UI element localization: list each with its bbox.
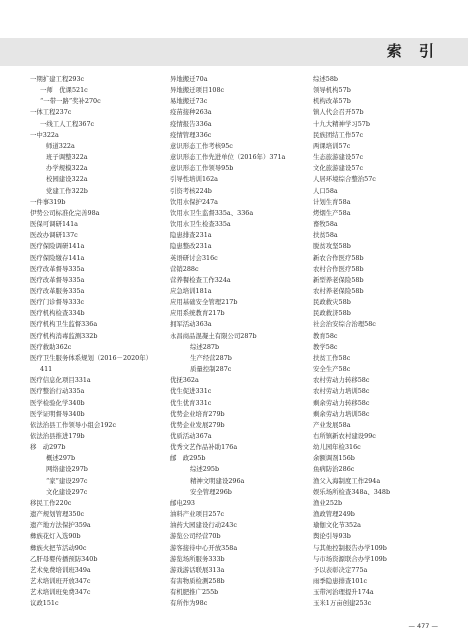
page-number: — 477 — (408, 622, 438, 630)
index-entry: 医疗信息化项目331a (30, 376, 91, 385)
index-entry: 有机肥推广255b (170, 588, 219, 597)
index-entry: 民政救灾58b (313, 298, 351, 307)
index-entry: 人居环境综合整治57c (313, 175, 376, 184)
index-entry: 艺术培训班免费347c (30, 588, 91, 597)
index-entry: 医疗保险缴存141a (30, 253, 85, 262)
index-entry: 永昌商品混凝土有限公司287b (170, 331, 257, 340)
index-column-3 (313, 74, 443, 610)
index-entry: 引导性培训162a (170, 175, 218, 184)
index-entry: 文化旅游建设57c (313, 164, 364, 173)
index-entry: 计划生育58a (313, 197, 351, 206)
index-entry: 产业发展58a (313, 420, 351, 429)
index-entry: 异地搬迁70a (170, 75, 208, 83)
index-entry: 教育58c (313, 331, 338, 340)
index-entry: 农村劳动力转移58c (313, 376, 370, 385)
index-entry: 鱼病防治286c (313, 465, 355, 474)
index-entry: 医疗整治行动335a (30, 387, 85, 396)
index-entry: 一师 优课521c (40, 86, 88, 95)
index-entry: 民政救济58b (313, 309, 351, 318)
index-entry: 舆论引导93b (313, 532, 351, 541)
index-entry: 一线工人工程367c (40, 119, 95, 128)
index-entry: 医疗门诊督导333c (30, 298, 85, 307)
index-entry: 人口58a (313, 186, 338, 195)
index-entry: 医疗机构消毒监测332b (30, 331, 98, 340)
index-entry: 移 动297b (30, 443, 66, 452)
index-entry: 游览场所服务333b (170, 554, 225, 563)
index-entry: 玉米1万亩创建253c (313, 599, 372, 608)
index-entry: 411 (40, 365, 53, 374)
index-entry: 隐患整改231a (170, 242, 212, 251)
index-entry: 优生促进331c (170, 387, 212, 396)
index-entry: 疫情报告336a (170, 119, 212, 128)
index-entry: 优生优育331c (170, 398, 212, 407)
index-entry: 领导机构57b (313, 86, 351, 95)
index-entry: 疫情管理336c (170, 130, 212, 139)
index-entry: 医疗机构卫生监督336a (30, 320, 98, 329)
index-entry: 彝族火把节活动90c (30, 543, 87, 552)
index-entry: 渔政管理249b (313, 510, 355, 519)
index-entry: 应急培训181a (170, 286, 212, 295)
index-entry: 游戏游话联展313a (170, 565, 225, 574)
index-entry: 优质活动367a (170, 432, 212, 440)
index-entry: 师道322a (46, 141, 75, 150)
index-entry: 渔父入海制度工作294a (313, 476, 381, 485)
index-entry: 游客接待中心开放358a (170, 543, 238, 552)
index-entry: 两课培训57c (313, 141, 351, 150)
index-entry: 机构改革57b (313, 97, 351, 106)
index-entry: 与市场资源联合办学109b (313, 554, 387, 563)
index-entry: 隐患排查231a (170, 231, 212, 240)
index-entry: 农村劳动力培训58c (313, 387, 370, 396)
index-entry: 异地搬迁项目108c (170, 86, 225, 95)
index-entry: 依法治县工作领导小组会192c (30, 420, 117, 429)
index-entry: 文化建设297c (46, 487, 88, 496)
page-title: 索 引 (386, 42, 440, 60)
index-entry: 综述295b (190, 465, 220, 474)
index-entry: 余额调剂156b (313, 454, 355, 463)
index-entry: 校园建设322a (46, 175, 88, 184)
index-column-2 (170, 74, 300, 610)
index-entry: 邮 政295b (170, 454, 206, 463)
index-entry: 扶贫工作58c (313, 353, 351, 362)
index-entry: 右所镇新农村建设99c (313, 432, 376, 440)
index-entry: 玉带河治理提升174a (313, 588, 374, 597)
index-entry: 医疗救助362c (30, 342, 72, 351)
index-entry: 医疗改革督导335a (30, 264, 85, 273)
index-entry: 社会治安综合治理58c (313, 320, 376, 329)
index-entry: 引资考核224b (170, 186, 212, 195)
index-entry: “一带一路”奖补270c (40, 97, 101, 106)
index-entry: 扶贫58a (313, 231, 338, 240)
index-entry: 彝族花灯入选90b (30, 532, 81, 541)
index-entry: 医疗机构检查334b (30, 309, 85, 318)
index-entry: 雨季隐患排查101c (313, 577, 368, 586)
index-entry: 优势企业发展279b (170, 420, 225, 429)
index-entry: 依法治县推进179b (30, 432, 85, 440)
index-entry: 十九大精神学习57b (313, 119, 370, 128)
index-entry: 网络建设297b (46, 465, 88, 474)
index-entry: 一件事319b (30, 197, 66, 206)
index-entry: 英语研讨会316c (170, 253, 218, 262)
index-entry: 畜牧58a (313, 220, 338, 229)
index-entry: 有所作为98c (170, 599, 208, 608)
index-entry: 民族团结工作57c (313, 130, 364, 139)
index-entry: 意识形态工作考核95c (170, 141, 233, 150)
index-entry: 遗产地方法保护359a (30, 521, 91, 530)
index-entry: 乙肝母婴传播预防340b (30, 554, 98, 563)
index-entry: 医学证明督导340b (30, 409, 85, 418)
index-column-1 (30, 74, 160, 610)
index-entry: 安全管理296b (190, 487, 232, 496)
index-entry: 应用系统教育217b (170, 309, 225, 318)
index-entry: 易地搬迁73c (170, 97, 208, 106)
index-entry: 移民工作220c (30, 498, 72, 507)
index-entry: 剩余劳动力培训58c (313, 409, 370, 418)
index-entry: “家”建设297c (46, 476, 88, 485)
index-entry: 幼儿园年检316c (313, 443, 361, 452)
index-entry: 剩余劳动力转移58c (313, 398, 370, 407)
index-entry: 营销288c (170, 264, 199, 273)
index-entry: 一中322a (30, 130, 59, 139)
index-entry: 有害物质检测258b (170, 577, 225, 586)
index-entry: 医疗改革服务335a (30, 286, 85, 295)
index-entry: 镇人代会召开57b (313, 108, 364, 117)
index-entry: 医保可调研141a (30, 220, 78, 229)
index-entry: 邮电293 (170, 498, 195, 507)
index-entry: 医改办调研137c (30, 231, 78, 240)
index-entry: 综述287b (190, 342, 220, 351)
index-entry: 遗产规划管理350c (30, 510, 85, 519)
index-entry: 艺术培训班开放347c (30, 577, 91, 586)
index-entry: 一体工程237c (30, 108, 72, 117)
index-entry: 营养餐检查工作324a (170, 275, 231, 284)
index-entry: 综述58b (313, 75, 339, 83)
index-entry: 疫苗接种263a (170, 108, 212, 117)
index-entry: 意识形态工作领导95b (170, 164, 234, 173)
index-entry: 教学58c (313, 342, 338, 351)
index-entry: 饮用水保护247a (170, 197, 218, 206)
index-entry: 医学检验化学340b (30, 398, 85, 407)
index-entry: 油料产业项目257c (170, 510, 225, 519)
index-entry: 拥军活动363a (170, 320, 212, 329)
index-entry: 伊势公司标准化完善98a (30, 208, 100, 217)
index-entry: 医疗改革督导335a (30, 275, 85, 284)
index-entry: 娱乐场所检查348a、348b (313, 487, 391, 496)
index-entry: 班子调整322a (46, 153, 88, 162)
index-entry: 游览公司经营70b (170, 532, 221, 541)
index-entry: 农村合作医疗58b (313, 264, 364, 273)
index-entry: 渔业252b (313, 498, 343, 507)
index-entry: 医疗保险调研141a (30, 242, 85, 251)
index-entry: 脱贫攻坚58b (313, 242, 351, 251)
index-entry: 生态旅游建设57c (313, 153, 364, 162)
index-entry: 概述297b (46, 454, 76, 463)
index-entry: 一期扩建工程293c (30, 75, 85, 83)
index-entry: 油药大园建设行动243c (170, 521, 237, 530)
index-entry: 饮用水卫生监督335a、336a (170, 208, 254, 217)
index-entry: 饮用水卫生检查335a (170, 220, 231, 229)
index-entry: 精神文明建设296a (190, 476, 245, 485)
index-entry: 瑜伽文化节352a (313, 521, 361, 530)
index-entry: 烤烟生产58a (313, 208, 351, 217)
index-entry: 质量控制287c (190, 365, 232, 374)
index-entry: 艺术免费培训班349a (30, 565, 91, 574)
index-entry: 应用基础安全管理217b (170, 298, 238, 307)
index-entry: 农村养老保险58b (313, 286, 364, 295)
index-entry: 新农合作医疗58b (313, 253, 364, 262)
index-entry: 优抚362a (170, 376, 199, 385)
index-entry: 办学规模322a (46, 164, 88, 173)
index-entry: 生产经营287b (190, 353, 232, 362)
index-entry: 新型养老保险58b (313, 275, 364, 284)
index-entry: 意识形态工作先进单位（2016年）371a (170, 153, 286, 162)
index-entry: 优秀文艺作品补助176a (170, 443, 238, 452)
index-entry: 予以表彰决定775a (313, 565, 368, 574)
index-entry: 安全生产58c (313, 365, 351, 374)
index-entry: 党建工作322b (46, 186, 88, 195)
index-entry: 医疗卫生服务体系规划（2016－2020年） (30, 353, 152, 362)
index-entry: 与其他控制报告办学109b (313, 543, 387, 552)
index-entry: 议政151c (30, 599, 59, 608)
index-entry: 优势企业培育279b (170, 409, 225, 418)
